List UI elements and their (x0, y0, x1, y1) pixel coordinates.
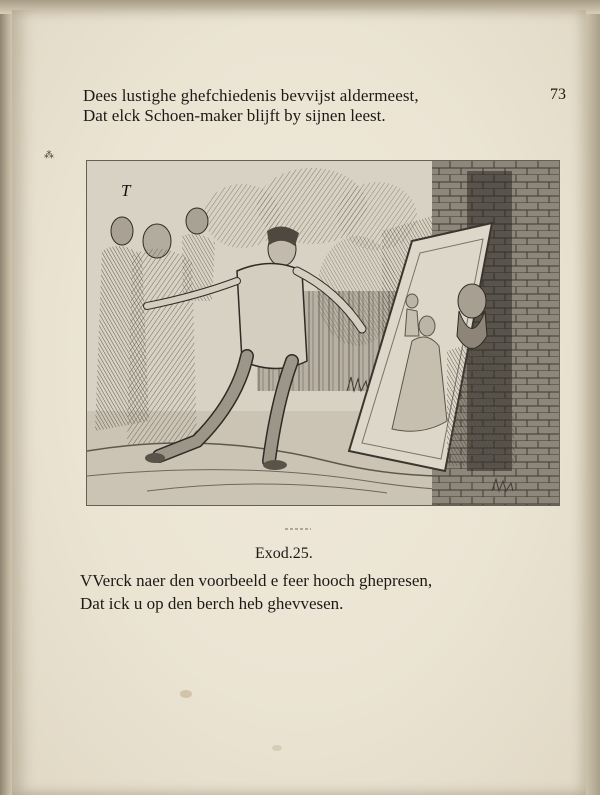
engraving-plate (86, 160, 560, 506)
plate-letter: T (121, 181, 131, 200)
engraving-illustration (87, 161, 559, 505)
scripture-citation: Exod.25. (255, 545, 313, 562)
printer-mark: ⁂ (44, 150, 54, 161)
verse-line-1: VVerck naer den voorbeeld e feer hooch ghepresen, (80, 571, 433, 590)
plate-rule (285, 528, 311, 530)
foxing-stain (272, 745, 282, 751)
running-head-line-1: Dees lustighe ghefchiedenis bevvijst aldermeest, (83, 86, 419, 105)
verse-line-2: Dat ick u op den berch heb ghevvesen. (80, 594, 344, 613)
page-number: 73 (550, 86, 566, 103)
foxing-stain (180, 690, 192, 698)
running-head-line-2: Dat elck Schoen-maker blijft by sijnen leest. (83, 106, 386, 125)
